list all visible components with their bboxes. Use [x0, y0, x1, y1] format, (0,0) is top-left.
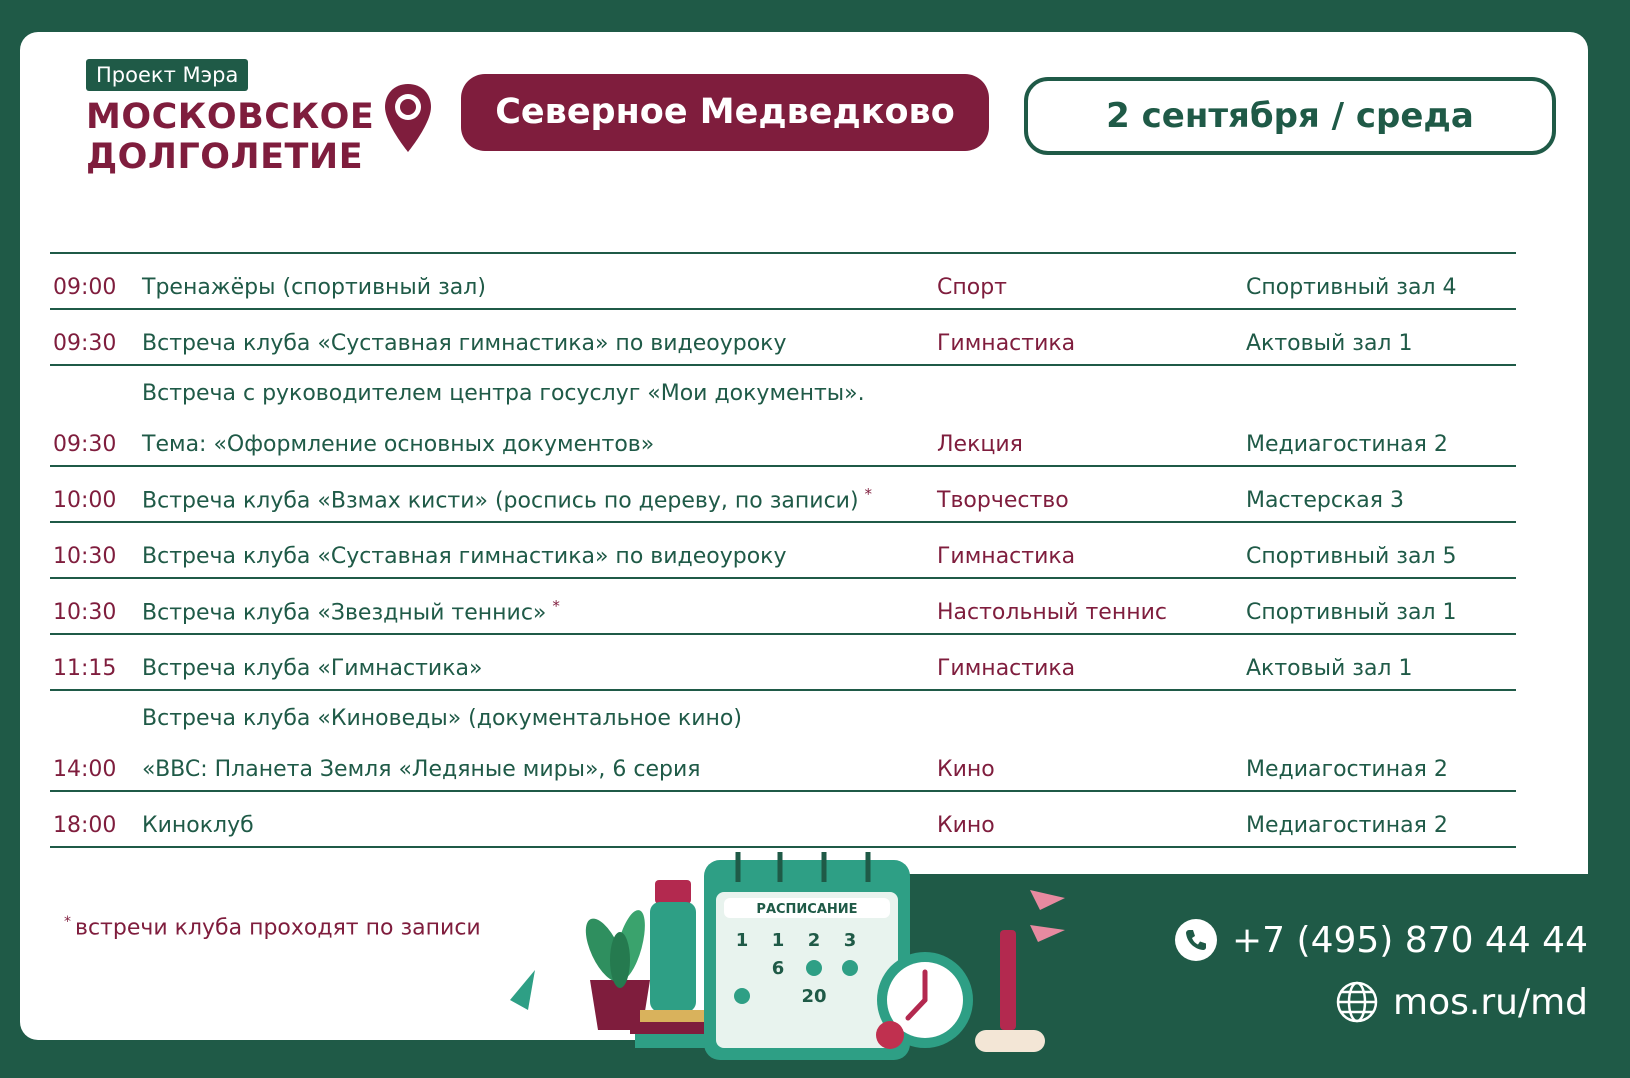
event-place: Медиагостиная 2 — [1246, 813, 1448, 838]
event-title-wrap — [142, 480, 872, 515]
project-badge: Проект Мэра — [86, 59, 248, 91]
event-place: Мастерская 3 — [1246, 488, 1404, 513]
table-row — [50, 366, 1516, 467]
event-category: Настольный теннис — [937, 600, 1167, 625]
event-time: 09:00 — [53, 275, 117, 300]
event-title: Встреча клуба «Суставная гимнастика» по видеоуроку — [142, 331, 787, 356]
event-title: Встреча клуба «Гимнастика» — [142, 656, 483, 681]
event-category: Гимнастика — [937, 544, 1076, 569]
event-title-line1: Встреча с руководителем центра госуслуг «Мои документы». — [142, 381, 865, 406]
calendar-number: 6 — [771, 958, 785, 979]
event-title: Тема: «Оформление основных документов» — [142, 432, 655, 457]
event-time: 09:30 — [53, 432, 117, 457]
event-title: «BBC: Планета Земля «Ледяные миры», 6 серия — [142, 757, 701, 782]
event-category: Кино — [937, 757, 995, 782]
event-category: Гимнастика — [937, 331, 1076, 356]
signup-star-marker: * — [864, 484, 873, 503]
table-row — [50, 254, 1516, 310]
website-url: mos.ru/md — [1393, 981, 1588, 1023]
table-row — [50, 467, 1516, 523]
location-pin-icon — [382, 82, 434, 154]
event-place: Медиагостиная 2 — [1246, 432, 1448, 457]
event-title-line1: Встреча клуба «Киноведы» (документальное кино) — [142, 706, 742, 731]
event-title: Встреча клуба «Взмах кисти» (роспись по дереву, по записи) — [142, 488, 859, 513]
date-label: 2 сентября / среда — [1024, 77, 1556, 155]
event-title: Встреча клуба «Суставная гимнастика» по видеоуроку — [142, 544, 787, 569]
schedule-illustration — [480, 850, 1100, 1070]
footnote-star: * — [64, 914, 71, 930]
logo-line-2: ДОЛГОЛЕТИЕ — [86, 137, 364, 177]
event-time: 10:30 — [53, 600, 117, 625]
calendar-number: 3 — [843, 930, 857, 951]
table-row — [50, 691, 1516, 792]
event-place: Актовый зал 1 — [1246, 331, 1413, 356]
calendar-number: 1 — [735, 930, 749, 951]
footnote — [64, 914, 481, 940]
contact-phone[interactable] — [1174, 918, 1588, 962]
table-row — [50, 310, 1516, 366]
event-place: Спортивный зал 4 — [1246, 275, 1457, 300]
event-category: Лекция — [937, 432, 1023, 457]
table-row — [50, 579, 1516, 635]
calendar-number: 20 — [801, 986, 827, 1007]
event-place: Спортивный зал 5 — [1246, 544, 1457, 569]
event-title: Тренажёры (спортивный зал) — [142, 275, 486, 300]
phone-icon — [1174, 918, 1218, 962]
event-time: 09:30 — [53, 331, 117, 356]
event-title: Встреча клуба «Звездный теннис» — [142, 600, 547, 625]
calendar-number: 1 — [771, 930, 785, 951]
event-time: 14:00 — [53, 757, 117, 782]
district-label: Северное Медведково — [461, 74, 989, 151]
event-title: Киноклуб — [142, 813, 254, 838]
event-category: Гимнастика — [937, 656, 1076, 681]
event-time: 10:00 — [53, 488, 117, 513]
event-time: 11:15 — [53, 656, 117, 681]
contact-website[interactable] — [1335, 980, 1588, 1024]
event-place: Медиагостиная 2 — [1246, 757, 1448, 782]
event-category: Кино — [937, 813, 995, 838]
table-row — [50, 523, 1516, 579]
event-place: Спортивный зал 1 — [1246, 600, 1457, 625]
globe-icon — [1335, 980, 1379, 1024]
event-time: 10:30 — [53, 544, 117, 569]
event-place: Актовый зал 1 — [1246, 656, 1413, 681]
schedule-table — [50, 252, 1516, 848]
event-category: Творчество — [937, 488, 1069, 513]
event-time: 18:00 — [53, 813, 117, 838]
calendar-number: 2 — [807, 930, 821, 951]
signup-star-marker: * — [552, 596, 560, 615]
table-row — [50, 635, 1516, 691]
event-category: Спорт — [937, 275, 1007, 300]
table-row — [50, 792, 1516, 848]
event-title-wrap — [142, 592, 560, 627]
logo-line-1: МОСКОВСКОЕ — [86, 97, 375, 137]
phone-number: +7 (495) 870 44 44 — [1232, 919, 1588, 961]
footnote-text: встречи клуба проходят по записи — [75, 915, 481, 941]
calendar-label: РАСПИСАНИЕ — [756, 902, 858, 917]
